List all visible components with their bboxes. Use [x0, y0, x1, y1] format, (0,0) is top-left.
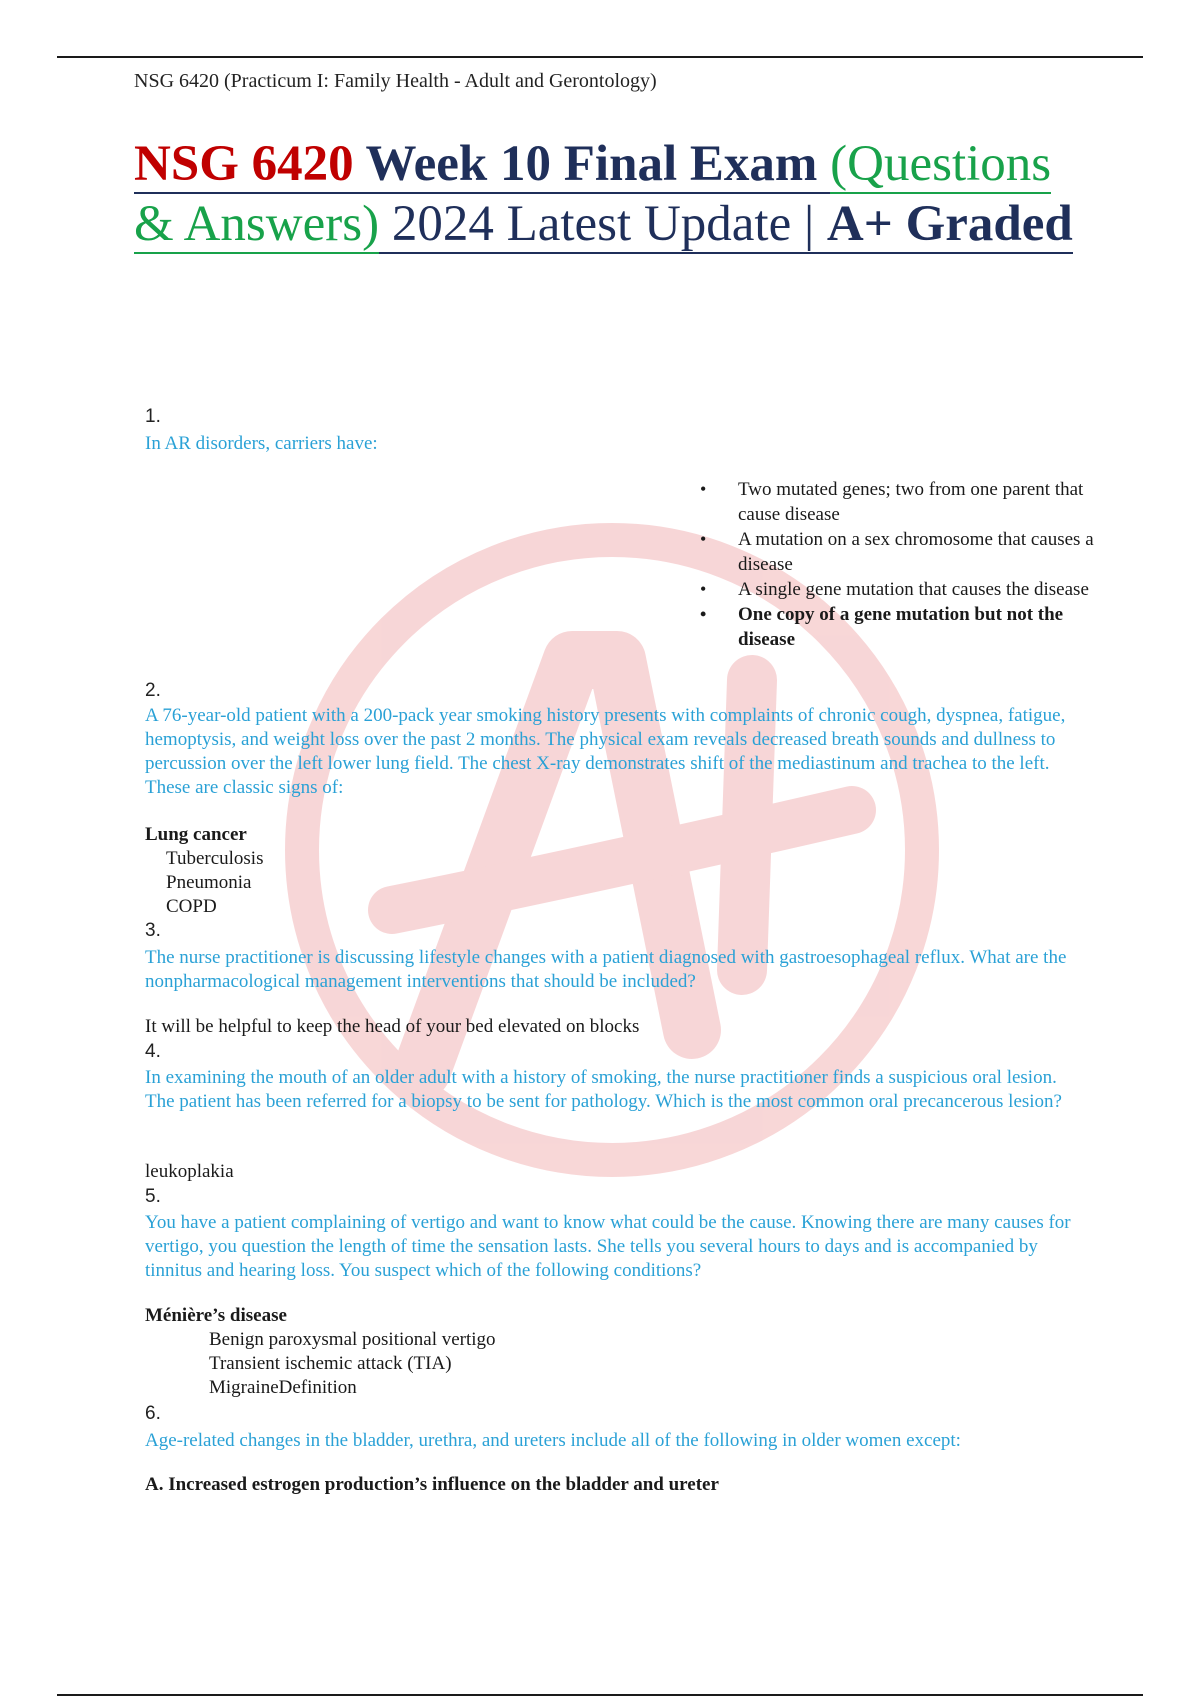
option: COPD [166, 896, 217, 917]
question-5-answer: Ménière’s disease [145, 1305, 287, 1326]
question-3-text: The nurse practitioner is discussing lifestyle changes with a patient diagnosed with gastroesophageal reflux. What are the nonpharmacological management interventions that should be included? [145, 947, 1067, 992]
title-grade: A+ Graded [826, 196, 1073, 252]
document-title [134, 134, 1094, 254]
option: • Two mutated genes; two from one parent that cause disease [700, 477, 1100, 527]
correct-option: • One copy of a gene mutation but not the disease [700, 602, 1100, 652]
question-3-number: 3. [145, 920, 161, 941]
title-update: 2024 Latest Update | [379, 196, 827, 252]
question-5-number: 5. [145, 1186, 161, 1207]
question-6-answer: A. Increased estrogen production’s influence on the bladder and ureter [145, 1474, 719, 1495]
title-qa: (Questions & Answers) [134, 136, 1052, 252]
question-4-number: 4. [145, 1041, 161, 1062]
option: Tuberculosis [166, 848, 264, 869]
question-1-options [700, 477, 1100, 652]
question-6-number: 6. [145, 1403, 161, 1424]
option: • A single gene mutation that causes the disease [700, 577, 1100, 602]
question-2-number: 2. [145, 680, 161, 701]
question-2-text: A 76-year-old patient with a 200-pack year smoking history presents with complaints of chronic cough, dyspnea, fatigue, hemoptysis, and weight loss over the past 2 months. The physical exam reveals decreased breath sounds and dullness to percussion over the left lower lung field. The chest X-ray demonstrates shift of the mediastinum and trachea to the left. These are classic signs of: [145, 705, 1066, 798]
option: Pneumonia [166, 872, 252, 893]
title-course-code: NSG 6420 [134, 136, 354, 192]
bottom-rule [57, 1694, 1143, 1696]
question-3-answer: It will be helpful to keep the head of your bed elevated on blocks [145, 1016, 640, 1037]
question-1-number: 1. [145, 406, 161, 427]
title-exam-name: Week 10 Final Exam [353, 136, 831, 192]
option: • A mutation on a sex chromosome that causes a disease [700, 527, 1100, 577]
option: MigraineDefinition [209, 1377, 357, 1398]
question-4-text: In examining the mouth of an older adult with a history of smoking, the nurse practitioner finds a suspicious oral lesion. The patient has been referred for a biopsy to be sent for pathology. Which is the most common oral precancerous lesion? [145, 1067, 1062, 1112]
option: Transient ischemic attack (TIA) [209, 1353, 452, 1374]
question-2-answer: Lung cancer [145, 824, 247, 845]
question-4-answer: leukoplakia [145, 1161, 234, 1182]
top-rule [57, 56, 1143, 58]
running-header: NSG 6420 (Practicum I: Family Health - Adult and Gerontology) [134, 70, 657, 92]
option: Benign paroxysmal positional vertigo [209, 1329, 496, 1350]
question-5-text: You have a patient complaining of vertigo and want to know what could be the cause. Knowing there are many causes for vertigo, you question the length of time the sensation lasts. She tells you several hours to days and is accompanied by tinnitus and hearing loss. You suspect which of the following conditions? [145, 1212, 1071, 1281]
question-6-text: Age-related changes in the bladder, urethra, and ureters include all of the following in older women except: [145, 1430, 961, 1451]
question-1-text: In AR disorders, carriers have: [145, 433, 378, 454]
